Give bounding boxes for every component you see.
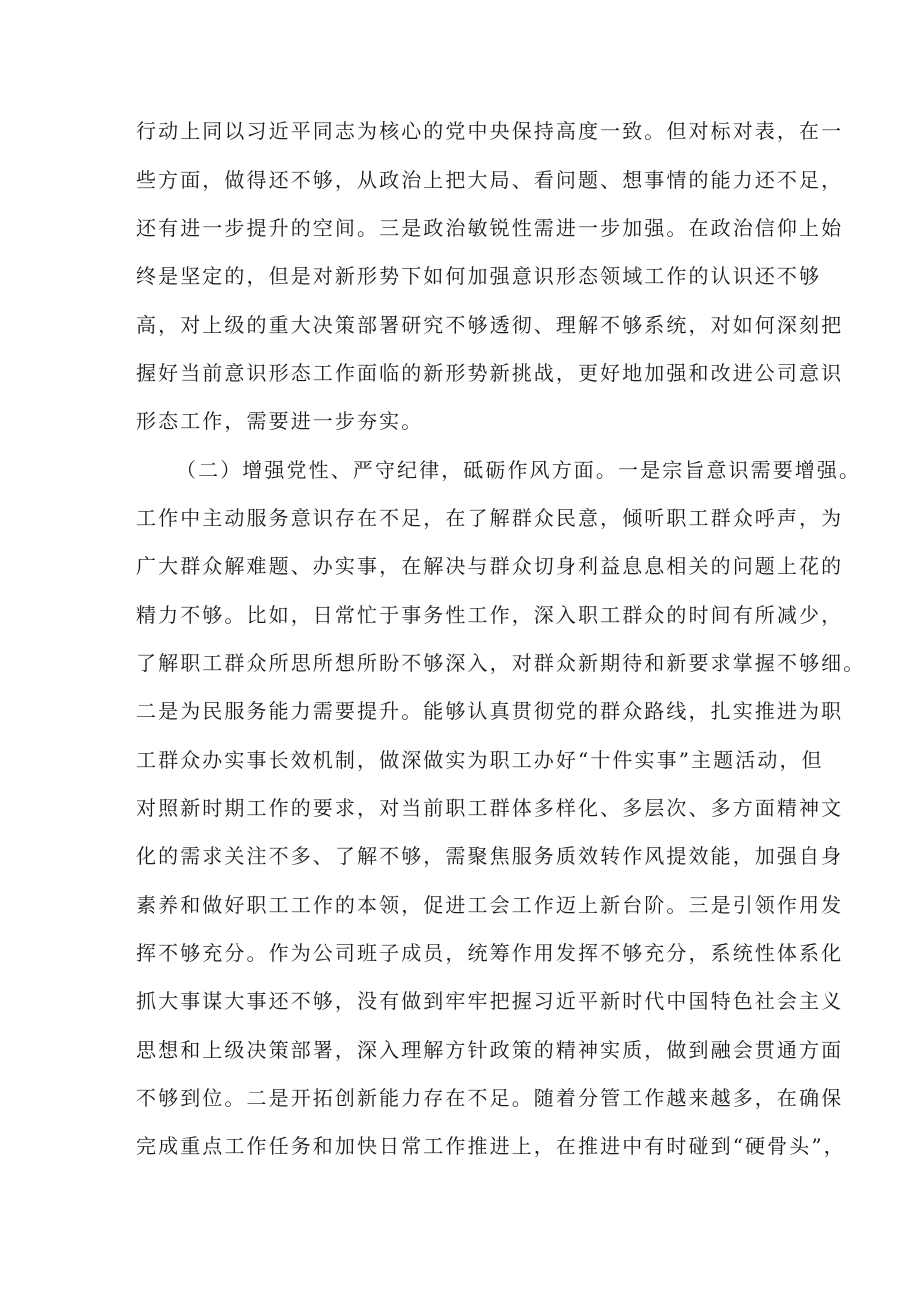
text-line: 挥不够充分。作为公司班子成员，统筹作用发挥不够充分，系统性体系化 bbox=[136, 941, 844, 965]
text-line: 广大群众解难题、办实事，在解决与群众切身利益息息相关的问题上花的 bbox=[136, 554, 844, 578]
text-line: 素养和做好职工工作的本领，促进工会工作迈上新台阶。三是引领作用发 bbox=[136, 893, 844, 917]
text-line: 完成重点工作任务和加快日常工作推进上，在推进中有时碰到“硬骨头”， bbox=[136, 1134, 846, 1158]
text-line: 抓大事谋大事还不够，没有做到牢牢把握习近平新时代中国特色社会主义 bbox=[136, 989, 844, 1013]
text-line: 对照新时期工作的要求，对当前职工群体多样化、多层次、多方面精神文 bbox=[136, 796, 844, 820]
text-line: 不够到位。二是开拓创新能力存在不足。随着分管工作越来越多，在确保 bbox=[136, 1086, 844, 1110]
text-line: 握好当前意识形态工作面临的新形势新挑战，更好地加强和改进公司意识 bbox=[136, 361, 844, 385]
text-line: 终是坚定的，但是对新形势下如何加强意识形态领域工作的认识还不够 bbox=[136, 264, 822, 288]
text-line: 了解职工群众所思所想所盼不够深入，对群众新期待和新要求掌握不够细。 bbox=[136, 651, 866, 675]
text-line: 精力不够。比如，日常忙于事务性工作，深入职工群众的时间有所减少， bbox=[136, 603, 844, 627]
text-line: 还有进一步提升的空间。三是政治敏锐性需进一步加强。在政治信仰上始 bbox=[136, 216, 844, 240]
text-line: 工群众办实事长效机制，做深做实为职工办好“十件实事”主题活动，但 bbox=[136, 748, 824, 772]
text-line: 思想和上级决策部署，深入理解方针政策的精神实质，做到融会贯通方面 bbox=[136, 1038, 844, 1062]
text-line: 工作中主动服务意识存在不足，在了解群众民意，倾听职工群众呼声，为 bbox=[136, 506, 844, 530]
text-line: 行动上同以习近平同志为核心的党中央保持高度一致。但对标对表，在一 bbox=[136, 119, 844, 143]
section-heading-line: （二）增强党性、严守纪律，砥砺作风方面。一是宗旨意识需要增强。 bbox=[176, 458, 862, 482]
text-line: 二是为民服务能力需要提升。能够认真贯彻党的群众路线，扎实推进为职 bbox=[136, 699, 844, 723]
text-line: 形态工作，需要进一步夯实。 bbox=[136, 409, 424, 433]
text-line: 高，对上级的重大决策部署研究不够透彻、理解不够系统，对如何深刻把 bbox=[136, 313, 844, 337]
text-line: 化的需求关注不多、了解不够，需聚焦服务质效转作风提效能，加强自身 bbox=[136, 844, 844, 868]
text-line: 些方面，做得还不够，从政治上把大局、看问题、想事情的能力还不足， bbox=[136, 168, 844, 192]
